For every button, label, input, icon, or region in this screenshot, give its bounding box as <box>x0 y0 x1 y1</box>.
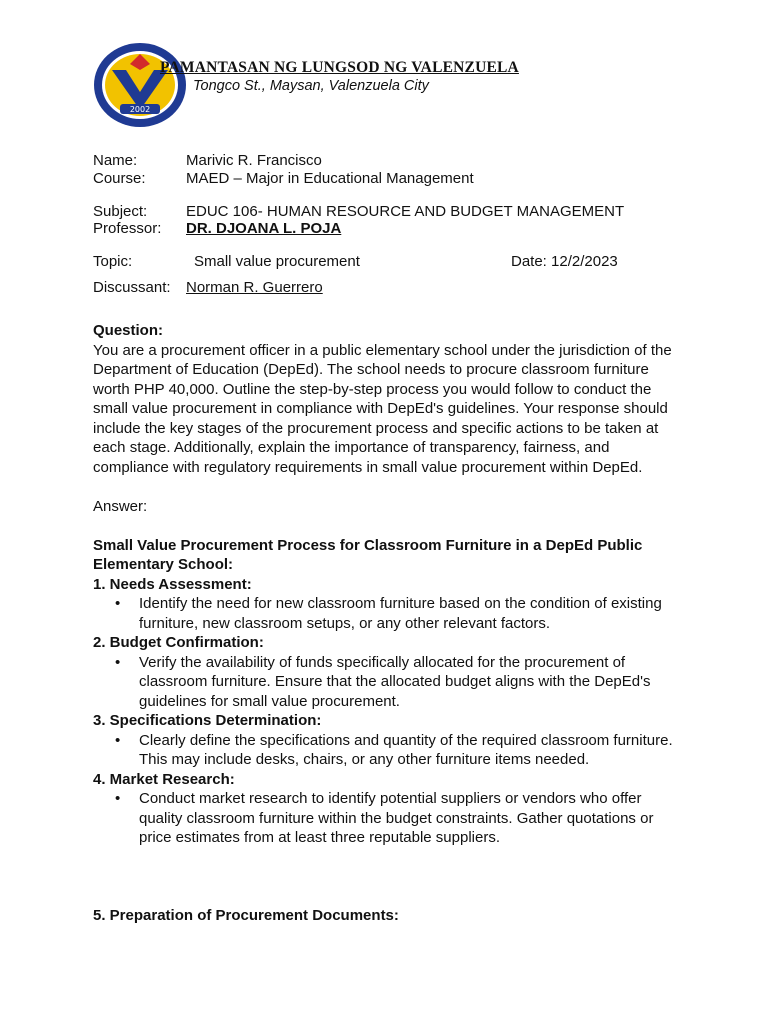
bullet-icon: • <box>115 653 121 671</box>
list-item <box>93 594 683 633</box>
topic-value: Small value procurement <box>194 253 360 270</box>
list-item <box>93 653 683 712</box>
step-bullet-text: Clearly define the specifications and quantity of the required classroom furniture. This may include desks, chairs, or any other furniture items needed. <box>139 731 673 768</box>
topic-label: Topic: <box>93 253 133 270</box>
step-heading: 4. Market Research: <box>93 770 235 788</box>
discussant-value: Norman R. Guerrero <box>186 279 323 296</box>
answer-title: Small Value Procurement Process for Classroom Furniture in a DepEd Public Elementary School: <box>93 536 643 573</box>
discussant-label: Discussant: <box>93 279 171 296</box>
step-heading: 5. Preparation of Procurement Documents: <box>93 906 399 924</box>
step-bullet-text: Conduct market research to identify potential suppliers or vendors who offer quality classroom furniture within the budget constraints. Gather quotations or price estimates from at least three reputable suppliers. <box>139 790 654 846</box>
university-seal-logo <box>90 40 190 130</box>
answer-label: Answer: <box>93 497 148 515</box>
step-bullet-text: Verify the availability of funds specifically allocated for the procurement of classroom furniture. Ensure that the allocated budget aligns with the DepEd's guidelines for small value procurement. <box>139 653 651 710</box>
list-item <box>93 789 683 848</box>
document-body <box>93 321 683 925</box>
course-label: Course: <box>93 170 146 187</box>
bullet-icon: • <box>115 731 121 749</box>
list-item <box>93 731 683 770</box>
question-text: You are a procurement officer in a public elementary school under the jurisdiction of the Department of Education (DepEd). The school needs to procure classroom furniture worth PHP 40,000. Outline the step-by-step process you would follow to conduct the small value procurement in compliance with DepEd's guidelines. Your response should include the key stages of the procurement process and specific actions to be taken at each stage. Additionally, explain the importance of transparency, fairness, and compliance with regulatory requirements in small value procurement within DepEd. <box>93 341 672 476</box>
course-value: MAED – Major in Educational Management <box>186 170 474 187</box>
professor-label: Professor: <box>93 220 162 237</box>
bullet-icon: • <box>115 790 121 807</box>
step-heading: 1. Needs Assessment: <box>93 575 252 593</box>
subject-label: Subject: <box>93 203 148 220</box>
university-address: Tongco St., Maysan, Valenzuela City <box>193 78 429 94</box>
university-name: PAMANTASAN NG LUNGSOD NG VALENZUELA <box>160 59 519 76</box>
date-text: Date: 12/2/2023 <box>511 253 618 270</box>
step-heading: 3. Specifications Determination: <box>93 712 322 729</box>
name-label: Name: <box>93 152 138 169</box>
subject-value: EDUC 106- HUMAN RESOURCE AND BUDGET MANAGEMENT <box>186 203 625 220</box>
question-heading: Question: <box>93 322 163 339</box>
professor-value: DR. DJOANA L. POJA <box>186 220 342 237</box>
step-heading: 2. Budget Confirmation: <box>93 634 264 651</box>
step-bullet-text: Identify the need for new classroom furniture based on the condition of existing furniture, new classroom setups, or any other relevant factors. <box>139 595 662 632</box>
name-value: Marivic R. Francisco <box>186 152 322 169</box>
svg-text:2002: 2002 <box>129 105 151 114</box>
bullet-icon: • <box>115 595 121 612</box>
